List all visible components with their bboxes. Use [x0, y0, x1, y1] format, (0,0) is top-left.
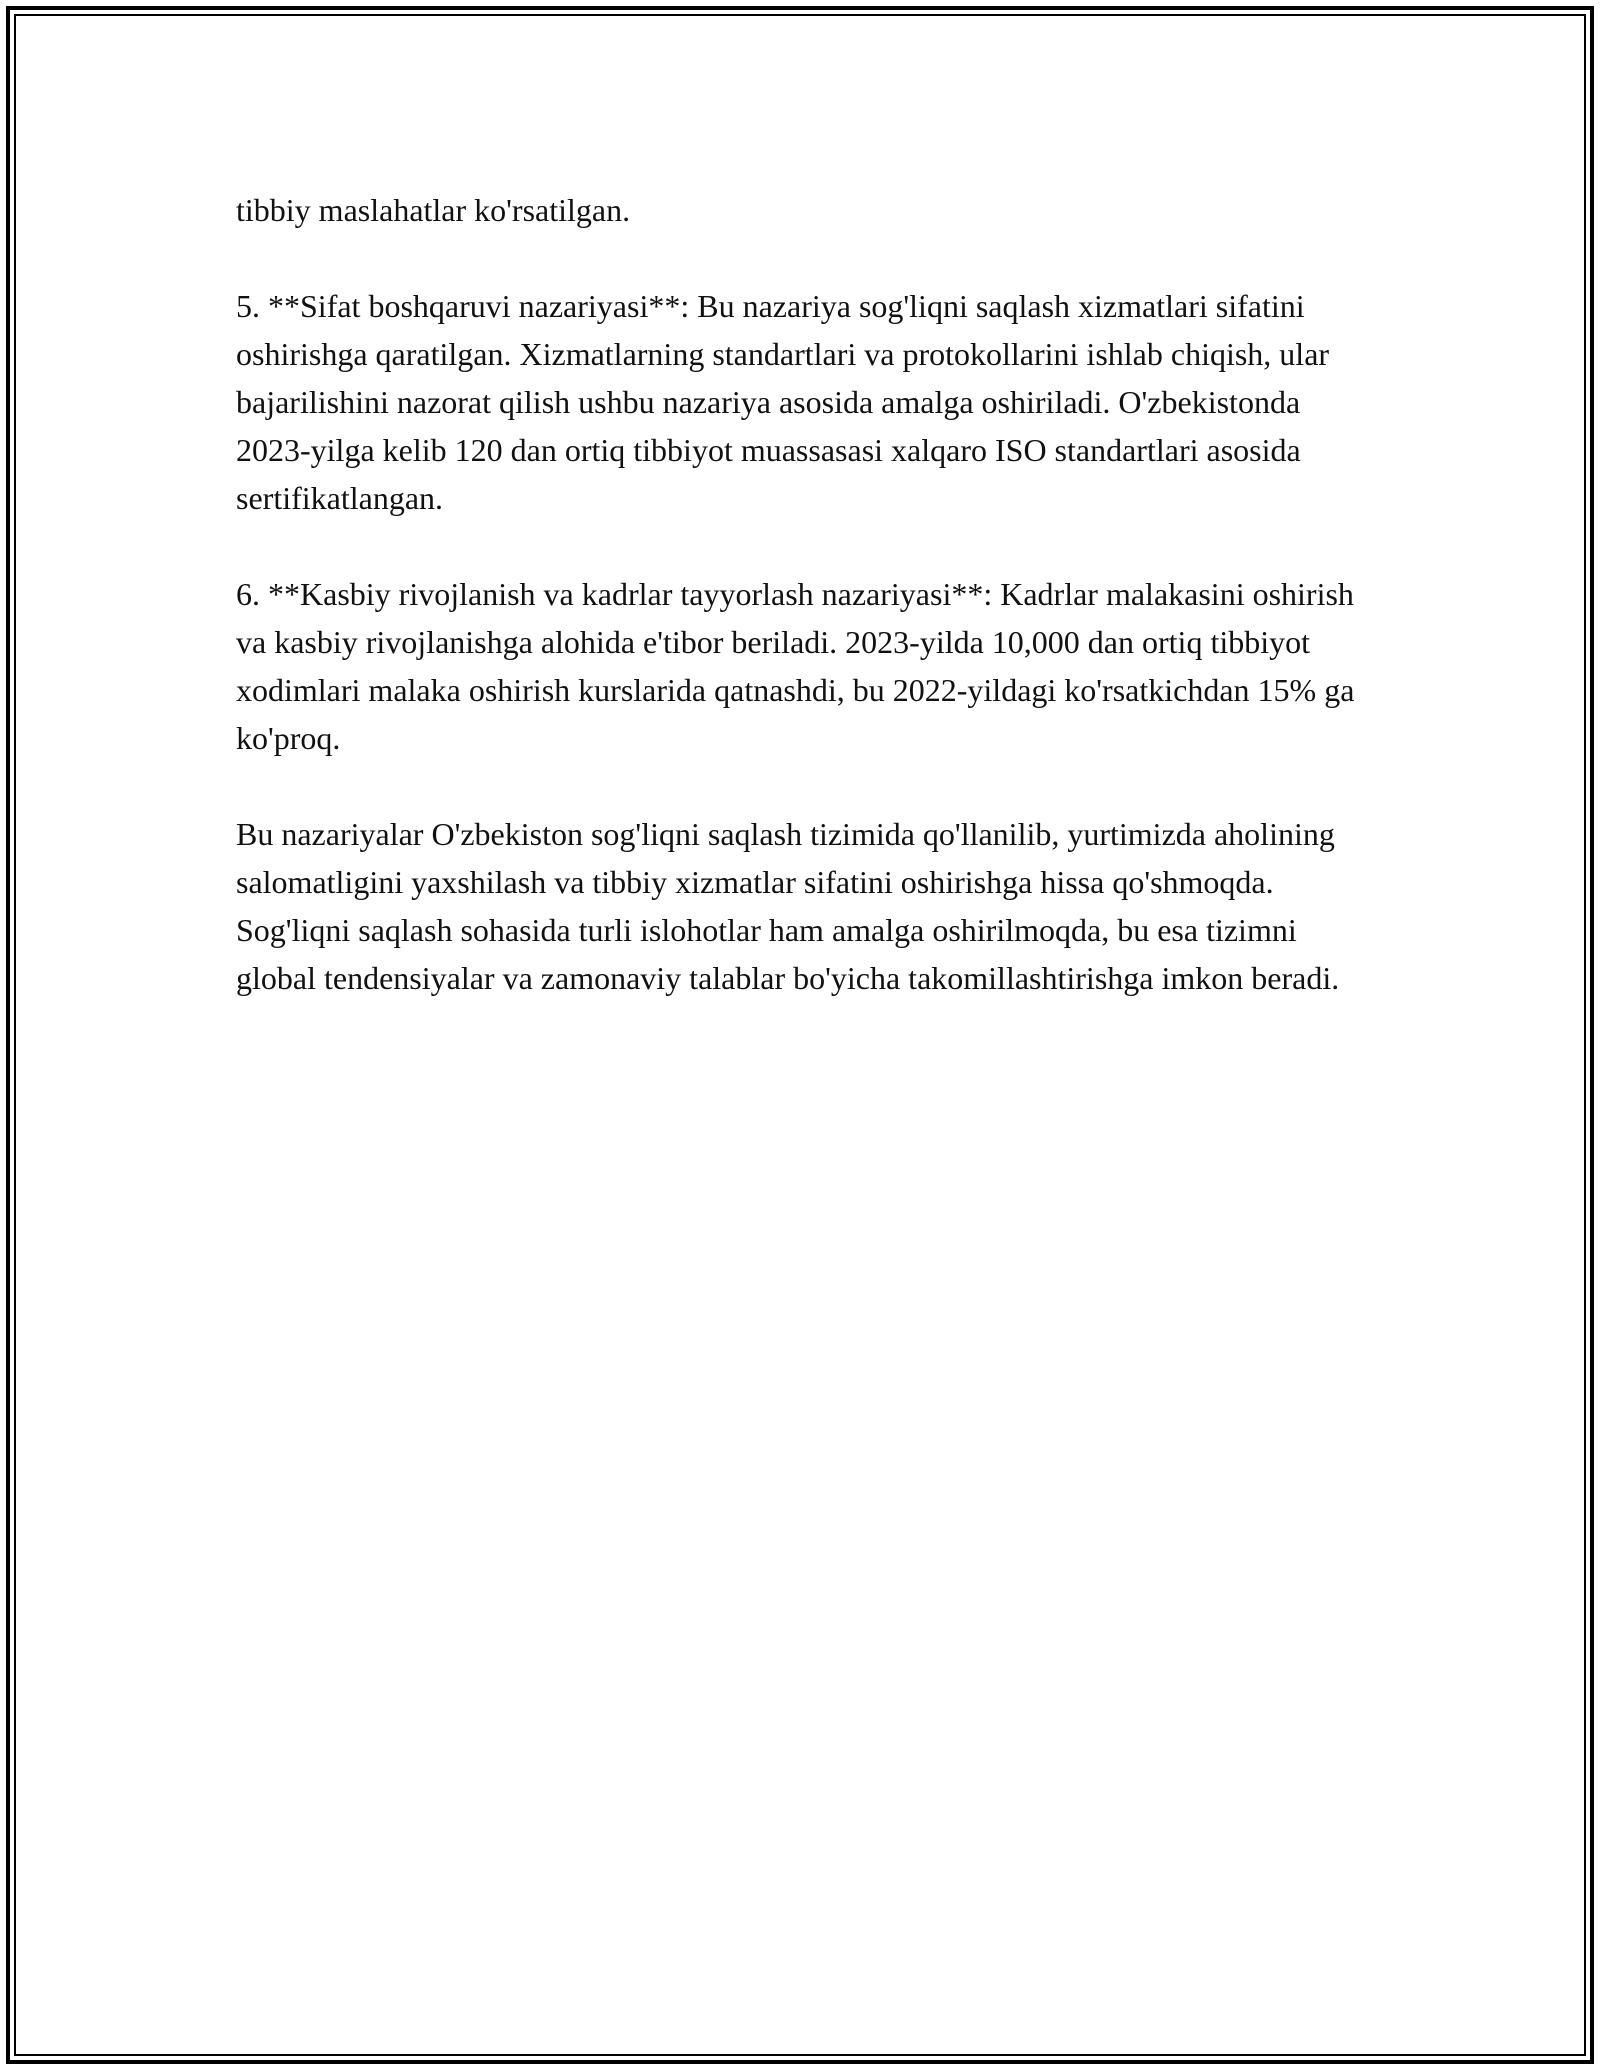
paragraph-professional-development: 6. **Kasbiy rivojlanish va kadrlar tayyorlash nazariyasi**: Kadrlar malakasini oshirish va kasbiy rivojlanishga alohida e'tibor beriladi. 2023-yilda 10,000 dan ortiq tibbiyot xodimlari malaka oshirish kurslarida qatnashdi, bu 2022-yildagi ko'rsatkichdan 15% ga ko'proq. [236, 576, 1355, 756]
paragraph-quality-management: 5. **Sifat boshqaruvi nazariyasi**: Bu nazariya sog'liqni saqlash xizmatlari sifatini oshirishga qaratilgan. Xizmatlarning standartlari va protokollarini ishlab chiqish, ular bajarilishini nazorat qilish ushbu nazariya asosida amalga oshiriladi. O'zbekistonda 2023-yilga kelib 120 dan ortiq tibbiyot muassasasi xalqaro ISO standartlari asosida sertifikatlangan. [236, 288, 1330, 516]
paragraph-continuation: tibbiy maslahatlar ko'rsatilgan. [236, 192, 631, 228]
paragraph-conclusion: Bu nazariyalar O'zbekiston sog'liqni saqlash tizimida qo'llanilib, yurtimizda aholining salomatligini yaxshilash va tibbiy xizmatlar sifatini oshirishga hissa qo'shmoqda. Sog'liqni saqlash sohasida turli islohotlar ham amalga oshirilmoqda, bu esa tizimni global tendensiyalar va zamonaviy talablar bo'yicha takomillashtirishga imkon beradi. [236, 816, 1340, 996]
document-body [236, 186, 1366, 1050]
